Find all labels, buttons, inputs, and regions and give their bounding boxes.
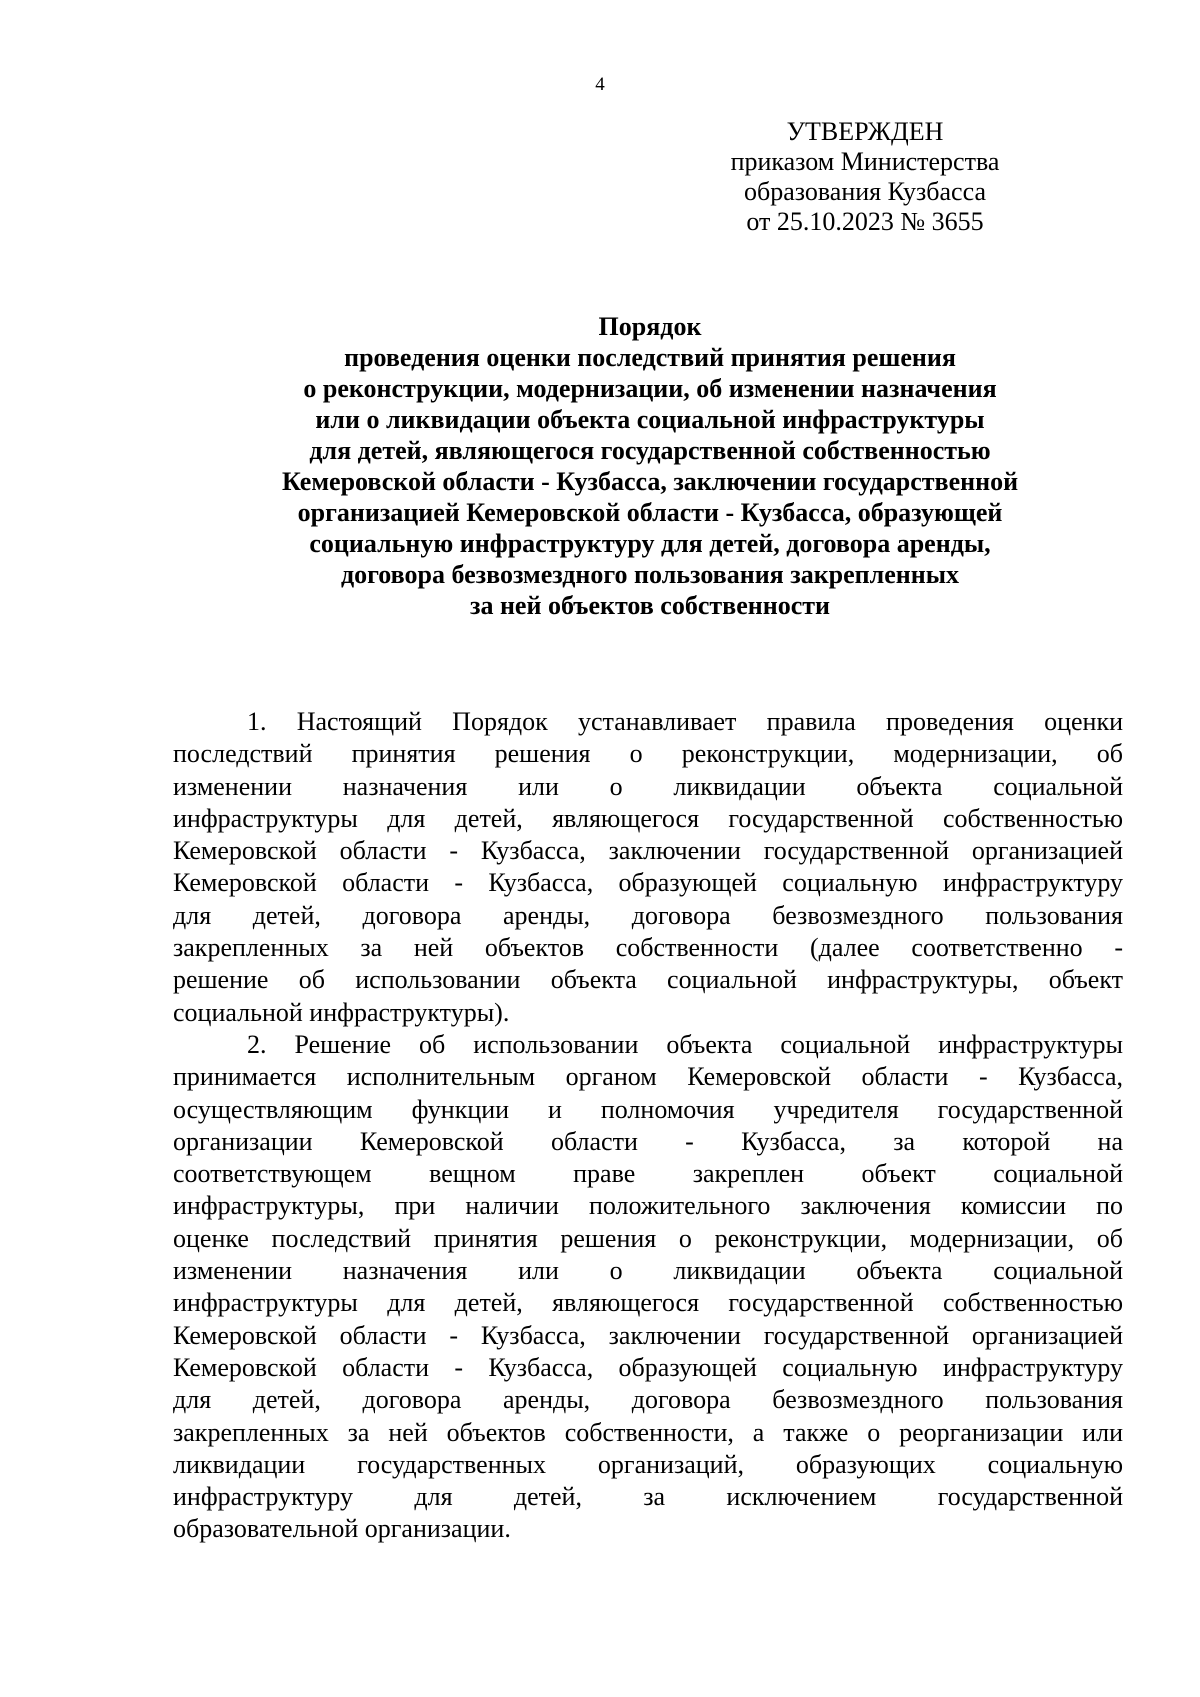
paragraph-line: Кемеровской области - Кузбасса, заключении государственной организацией (173, 836, 1123, 866)
approval-stamp-block (690, 117, 1040, 237)
approval-heading: УТВЕРЖДЕН (786, 117, 944, 146)
title-line: проведения оценки последствий принятия решения (344, 343, 956, 372)
paragraph-line: принимается исполнительным органом Кемеровской области - Кузбасса, (173, 1062, 1123, 1092)
paragraph-line: организации Кемеровской области - Кузбасса, за которой на (173, 1126, 1123, 1156)
title-line: о реконструкции, модернизации, об изменении назначения (303, 374, 997, 403)
title-line: за ней объектов собственности (470, 591, 830, 620)
title-line: договора безвозмездного пользования закрепленных (340, 560, 960, 589)
paragraph-line: ликвидации государственных организаций, образующих социальную (173, 1449, 1123, 1479)
paragraph-line: инфраструктуры для детей, являющегося государственной собственностью (173, 1288, 1123, 1318)
paragraph-line: закрепленных за ней объектов собственности, а также о реорганизации или (173, 1417, 1123, 1447)
document-title (200, 311, 1100, 621)
paragraph-2 (173, 1029, 1123, 1546)
paragraph-line: Кемеровской области - Кузбасса, образующей социальную инфраструктуру (173, 1352, 1123, 1382)
paragraph-line: инфраструктуры для детей, являющегося государственной собственностью (173, 803, 1123, 833)
paragraph-line: Кемеровской области - Кузбасса, образующей социальную инфраструктуру (173, 868, 1123, 898)
paragraph-line: Кемеровской области - Кузбасса, заключении государственной организацией (173, 1320, 1123, 1350)
paragraph-line: осуществляющим функции и полномочия учредителя государственной (173, 1094, 1123, 1124)
paragraph-line: изменении назначения или о ликвидации объекта социальной (173, 771, 1123, 801)
paragraph-line: решение об использовании объекта социальной инфраструктуры, объект (173, 965, 1123, 995)
title-line: организацией Кемеровской области - Кузбасса, образующей (297, 498, 1003, 527)
paragraph-line: последствий принятия решения о реконструкции, модернизации, об (173, 739, 1123, 769)
paragraph-line: изменении назначения или о ликвидации объекта социальной (173, 1256, 1123, 1286)
paragraph-line: для детей, договора аренды, договора безвозмездного пользования (173, 1385, 1123, 1415)
title-line: Кемеровской области - Кузбасса, заключении государственной (281, 467, 1019, 496)
page-number: 4 (595, 74, 605, 95)
title-line: или о ликвидации объекта социальной инфраструктуры (315, 405, 985, 434)
title-heading: Порядок (598, 312, 702, 341)
paragraph-line: инфраструктуры, при наличии положительного заключения комиссии по (173, 1191, 1123, 1221)
paragraph-line: инфраструктуру для детей, за исключением государственной (173, 1482, 1123, 1512)
title-line: социальную инфраструктуру для детей, договора аренды, (309, 529, 991, 558)
paragraph-line: 2. Решение об использовании объекта социальной инфраструктуры (247, 1029, 1123, 1059)
paragraph-line: социальной инфраструктуры). (173, 997, 510, 1027)
paragraph-line: соответствующем вещном праве закреплен объект социальной (173, 1159, 1123, 1189)
paragraph-line: образовательной организации. (173, 1514, 511, 1544)
paragraph-1 (173, 706, 1123, 1029)
title-line: для детей, являющегося государственной собственностью (309, 436, 991, 465)
approval-order-number: от 25.10.2023 № 3655 (746, 207, 984, 236)
paragraph-line: для детей, договора аренды, договора безвозмездного пользования (173, 900, 1123, 930)
document-body (173, 706, 1123, 1546)
paragraph-line: закрепленных за ней объектов собственности (далее соответственно - (173, 933, 1123, 963)
approval-line: приказом Министерства (730, 147, 1000, 176)
paragraph-line: 1. Настоящий Порядок устанавливает правила проведения оценки (247, 707, 1123, 736)
approval-line: образования Кузбасса (743, 177, 986, 206)
paragraph-line: оценке последствий принятия решения о реконструкции, модернизации, об (173, 1223, 1123, 1253)
